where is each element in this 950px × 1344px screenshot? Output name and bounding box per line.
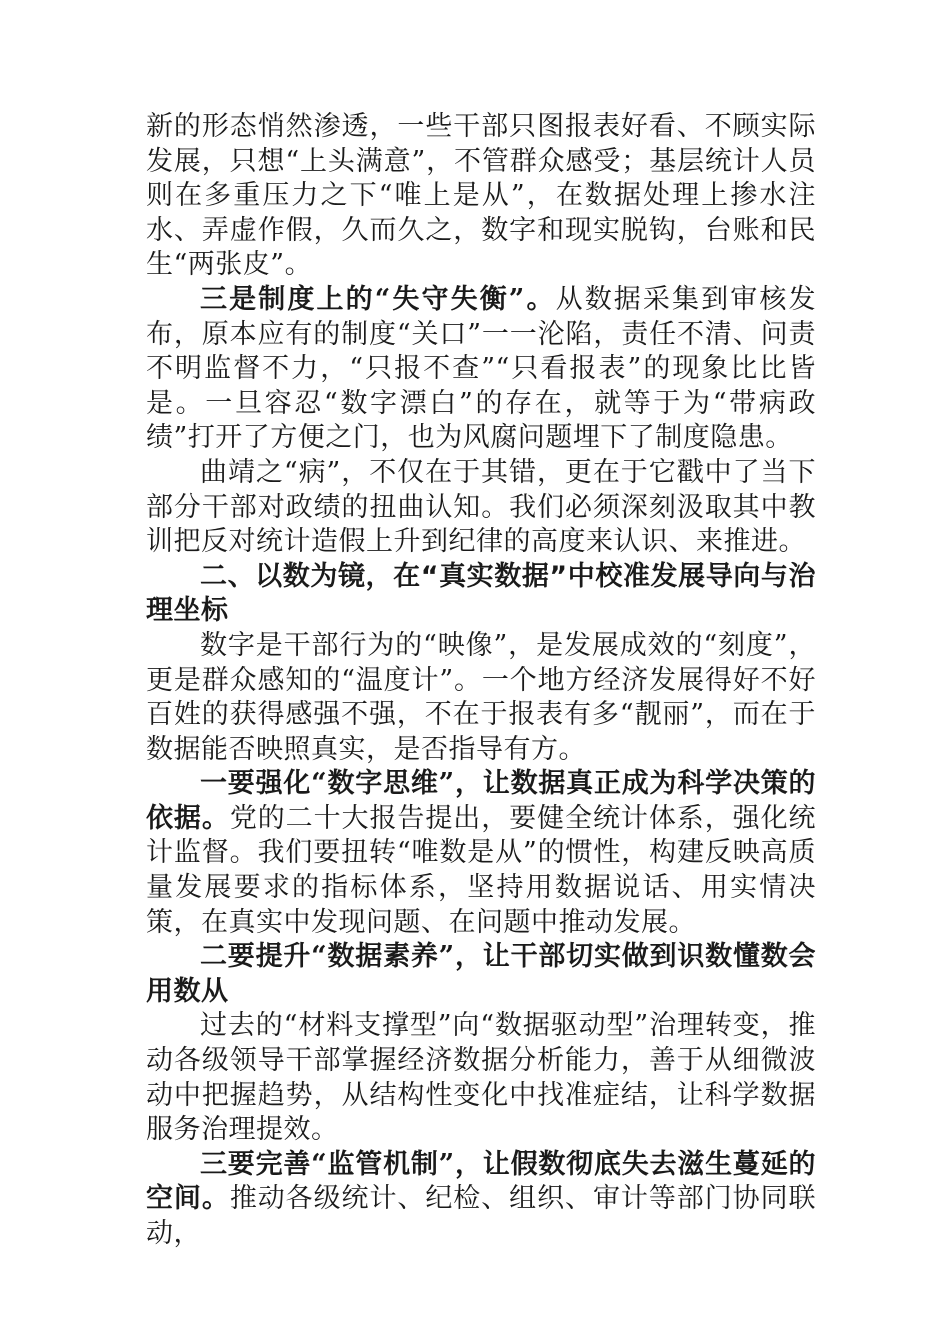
- document-body: [146, 110, 816, 1252]
- paragraph-3: [146, 456, 816, 560]
- paragraph-text: 推动各级统计、纪检、组织、审计等部门协同联动，: [146, 1183, 817, 1249]
- paragraph-text: 数字是干部行为的“映像”，是发展成效的“刻度”，更是群众感知的“温度计”。一个地方经济发展得好不好百姓的获得感强不强，不在于报表有多“靓丽”，而在于数据能否映照真实，是否指导有方。: [146, 629, 816, 765]
- paragraph-text: 党的二十大报告提出，要健全统计体系，强化统计监督。我们要扭转“唯数是从”的惯性，构建反映高质量发展要求的指标体系，坚持用数据说话、用实情决策，在真实中发现问题、在问题中推动发展。: [146, 802, 817, 938]
- paragraph-7: [146, 1009, 816, 1147]
- section-heading: [146, 560, 816, 629]
- paragraph-lead: 一要强化“数字思维”，让数据真正成为科学决策的依据。: [146, 768, 816, 834]
- section-heading-text: 二、以数为镜，在“真实数据”中校准发展导向与治理坐标: [146, 560, 816, 627]
- paragraph-text: 从数据采集到审核发布，原本应有的制度“关口”一一沦陷，责任不清、问责不明监督不力，“只报不查”“只看报表”的现象比比皆是。一旦容忍“数字漂白”的存在，就等于为“带病政绩”打开了方便之门，也为风腐问题埋下了制度隐患。: [146, 283, 817, 454]
- paragraph-lead: 三是制度上的“失守失衡”。: [200, 283, 556, 315]
- paragraph-4: [146, 629, 816, 767]
- paragraph-6: [146, 940, 816, 1009]
- paragraph-lead: 三要完善“监管机制”，让假数彻底失去滋生蔓延的空间。: [146, 1148, 816, 1215]
- paragraph-2: [146, 283, 816, 456]
- paragraph-lead: 二要提升“数据素养”，让干部切实做到识数懂数会用数从: [146, 941, 816, 1007]
- paragraph-1: [146, 110, 816, 283]
- paragraph-8: [146, 1148, 816, 1252]
- paragraph-text: 新的形态悄然渗透，一些干部只图报表好看、不顾实际发展，只想“上头满意”，不管群众感受；基层统计人员则在多重压力之下“唯上是从”，在数据处理上掺水注水、弄虚作假，久而久之，数字和现实脱钩，台账和民生“两张皮”。: [146, 111, 816, 281]
- paragraph-text: 曲靖之“病”，不仅在于其错，更在于它戳中了当下部分干部对政绩的扭曲认知。我们必须深刻汲取其中教训把反对统计造假上升到纪律的高度来认识、来推进。: [146, 456, 816, 558]
- paragraph-5: [146, 767, 816, 940]
- paragraph-text: 过去的“材料支撑型”向“数据驱动型”治理转变，推动各级领导干部掌握经济数据分析能力，善于从细微波动中把握趋势，从结构性变化中找准症结，让科学数据服务治理提效。: [146, 1010, 816, 1146]
